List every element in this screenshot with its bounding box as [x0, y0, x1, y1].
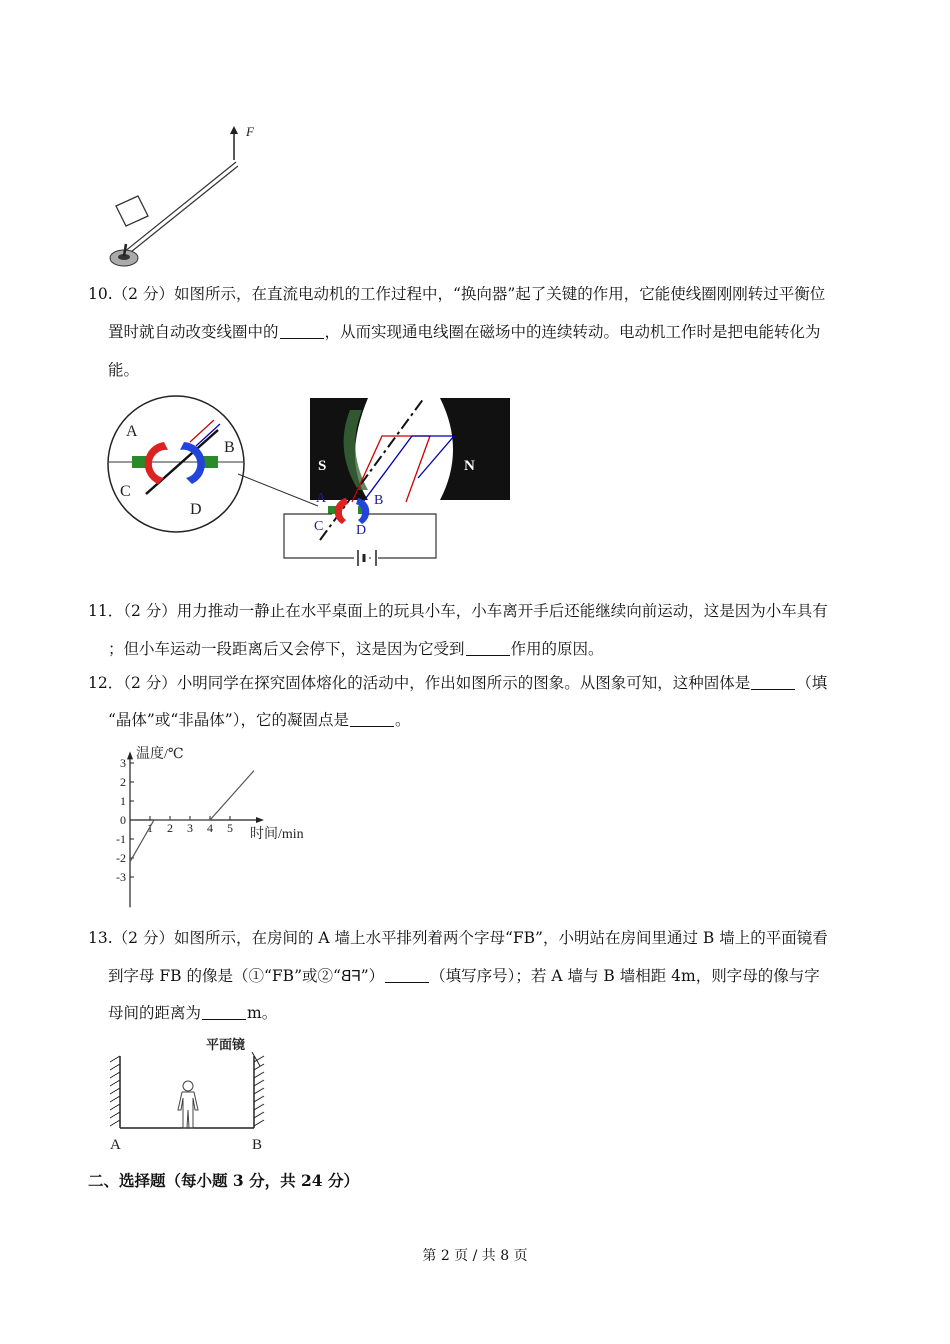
label-a-small: A	[316, 491, 327, 506]
y-axis-arrow	[127, 751, 133, 759]
y-tick-label: -2	[116, 851, 126, 865]
wall-b-label: B	[252, 1137, 263, 1153]
x-axis-arrow	[256, 817, 264, 823]
q11-line1: 11．（2 分）用力推动一静止在水平桌面上的玩具小车，小车离开手后还能继续向前运动，这是因为小车具有	[88, 602, 828, 620]
y-tick-label: 1	[120, 794, 126, 808]
mirrored-fb: FB	[340, 968, 361, 985]
wall-a-label: A	[110, 1137, 121, 1153]
q12-blank2[interactable]	[350, 710, 394, 727]
y-tick-label: 0	[120, 813, 126, 827]
label-d-zoom: D	[190, 501, 202, 518]
q13-line1: 13.（2 分）如图所示，在房间的 A 墙上水平排列着两个字母“FB”，小明站在房间里通过 B 墙上的平面镜看	[88, 929, 828, 947]
x-tick-label: 2	[167, 821, 173, 835]
q13-line2: 到字母 FB 的像是（①“FB”或②“FB”） （填写序号）；若 A 墙与 B 墙相距 4m，则字母的像与字	[108, 967, 820, 985]
y-tick-label: 3	[120, 756, 126, 770]
label-b-zoom: B	[224, 439, 235, 456]
label-b-small: B	[374, 493, 384, 508]
q13-blank1[interactable]	[385, 966, 429, 983]
label-c-zoom: C	[120, 483, 131, 500]
q13-blank2[interactable]	[202, 1003, 246, 1020]
motor-figure	[106, 390, 516, 570]
label-d-small: D	[356, 523, 367, 538]
q10-line3: 能。	[108, 361, 140, 379]
page-footer: 第 2 页 / 共 8 页	[422, 1248, 528, 1264]
label-n: N	[464, 458, 475, 474]
label-c-small: C	[314, 519, 324, 534]
q11-blank[interactable]	[466, 639, 510, 656]
section-2-heading: 二、选择题（每小题 3 分，共 24 分）	[88, 1171, 359, 1190]
q10-line2: 置时就自动改变线圈中的 ，从而实现通电线圈在磁场中的连续转动。电动机工作时是把电能转化为	[108, 323, 821, 341]
q13-line3: 母间的距离为 m。	[108, 1004, 278, 1022]
q11-line2: ；但小车运动一段距离后又会停下，这是因为它受到 作用的原因。	[108, 640, 604, 658]
label-s: S	[318, 458, 327, 474]
melting-chart	[100, 740, 330, 915]
chart-ylabel: 温度/℃	[136, 747, 184, 762]
x-tick-label: 5	[227, 821, 233, 835]
q12-line2: “晶体”或“非晶体”），它的凝固点是 。	[108, 711, 411, 729]
q12-line1: 12．（2 分）小明同学在探究固体熔化的活动中，作出如图所示的图象。从图象可知，这种固体是 （填	[88, 674, 828, 692]
chart-xlabel: 时间/min	[250, 827, 304, 842]
q10-line1: 10.（2 分）如图所示，在直流电动机的工作过程中，“换向器”起了关键的作用，它能使线圈刚刚转过平衡位	[88, 285, 826, 303]
temperature-line	[130, 771, 254, 862]
y-tick-label: -3	[116, 870, 126, 884]
room-mirror-figure	[102, 1032, 282, 1156]
person-icon	[178, 1081, 198, 1128]
label-a-zoom: A	[126, 423, 138, 440]
q12-blank1[interactable]	[751, 673, 795, 690]
x-tick-label: 1	[147, 821, 153, 835]
mirror-label: 平面镜	[206, 1038, 246, 1053]
y-tick-label: -1	[116, 832, 126, 846]
x-tick-label: 3	[187, 821, 193, 835]
x-tick-label: 4	[207, 821, 213, 835]
lever-figure	[100, 118, 280, 268]
force-label: F	[246, 124, 254, 139]
q10-blank1[interactable]	[280, 322, 324, 339]
y-tick-label: 2	[120, 775, 126, 789]
